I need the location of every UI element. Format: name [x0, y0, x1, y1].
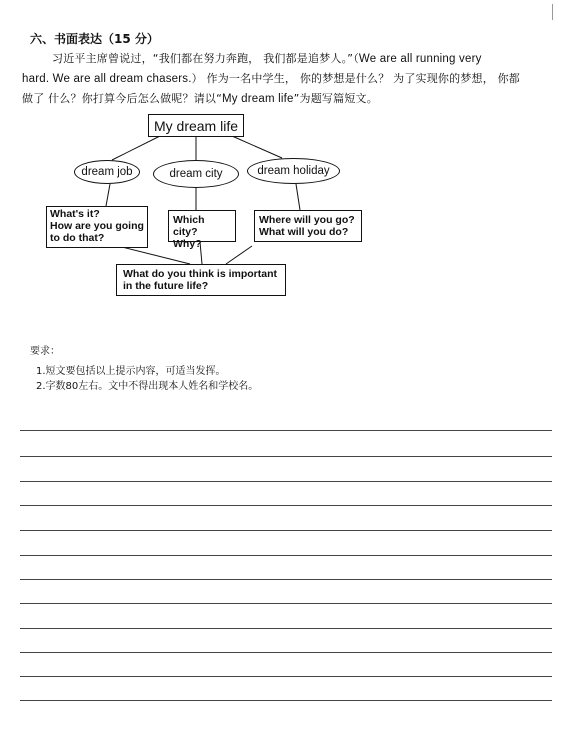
question-job-1: What's it? [50, 208, 100, 220]
writing-line-3[interactable] [20, 481, 552, 482]
prompt-line-2-en: hard. We are all dream chasers. [22, 73, 192, 85]
writing-line-1[interactable] [20, 430, 552, 431]
connector-holiday-box [296, 184, 300, 210]
prompt-line-3-cn-a: 做了 什么？你打算今后怎么做呢？请以“ [22, 92, 222, 105]
question-box-holiday [254, 210, 362, 242]
connector-root-job [112, 136, 160, 160]
writing-line-6[interactable] [20, 555, 552, 556]
question-job-3: to do that? [50, 232, 105, 244]
question-box-job [46, 206, 148, 248]
branch-dream-holiday-label: dream holiday [257, 165, 330, 177]
prompt-line-3-cn-b: ”为题写篇短文。 [293, 92, 378, 105]
writing-line-8[interactable] [20, 603, 552, 604]
writing-line-9[interactable] [20, 628, 552, 629]
mindmap-root-label: My dream life [153, 117, 239, 134]
writing-line-4[interactable] [20, 505, 552, 506]
branch-dream-city-label: dream city [169, 168, 223, 180]
mindmap-root [148, 114, 244, 137]
summary-box [116, 264, 286, 296]
branch-dream-city [153, 160, 239, 188]
question-holiday-1: Where will you go? [259, 214, 355, 226]
prompt-line-3-en: My dream life [222, 93, 294, 105]
branch-dream-job [74, 160, 140, 184]
section-heading: 六、书面表达（15 分） [30, 32, 159, 46]
writing-line-10[interactable] [20, 652, 552, 653]
writing-line-2[interactable] [20, 456, 552, 457]
branch-dream-holiday [247, 158, 340, 184]
question-box-city [168, 210, 236, 250]
requirement-item-1: 1.短文要包括以上提示内容，可适当发挥。 [36, 366, 226, 377]
prompt-line-1-en: We are all running very [358, 53, 482, 65]
question-city-1: Which city? [173, 214, 205, 238]
requirements-title: 要求： [30, 346, 60, 357]
question-city-2: Why? [173, 238, 202, 250]
summary-line-2: in the future life? [123, 280, 209, 292]
requirement-item-2: 2.字数80左右。文中不得出现本人姓名和学校名。 [36, 381, 259, 392]
writing-line-12[interactable] [20, 700, 552, 701]
connector-root-holiday [232, 136, 282, 158]
connector-job-box [106, 184, 110, 206]
question-job-2: How are you going [50, 220, 144, 232]
prompt-line-2-cn: ） 作为一名中学生， 你的梦想是什么？ 为了实现你的梦想， 你都 [191, 72, 521, 85]
summary-line-1: What do you think is important [123, 268, 277, 280]
prompt-line-1-cn: 习近平主席曾说过，“我们都在努力奔跑， 我们都是追梦人。”（ [52, 52, 359, 65]
branch-dream-job-label: dream job [81, 166, 133, 178]
question-holiday-2: What will you do? [259, 226, 349, 238]
writing-line-11[interactable] [20, 676, 552, 677]
writing-line-5[interactable] [20, 530, 552, 531]
writing-line-7[interactable] [20, 579, 552, 580]
